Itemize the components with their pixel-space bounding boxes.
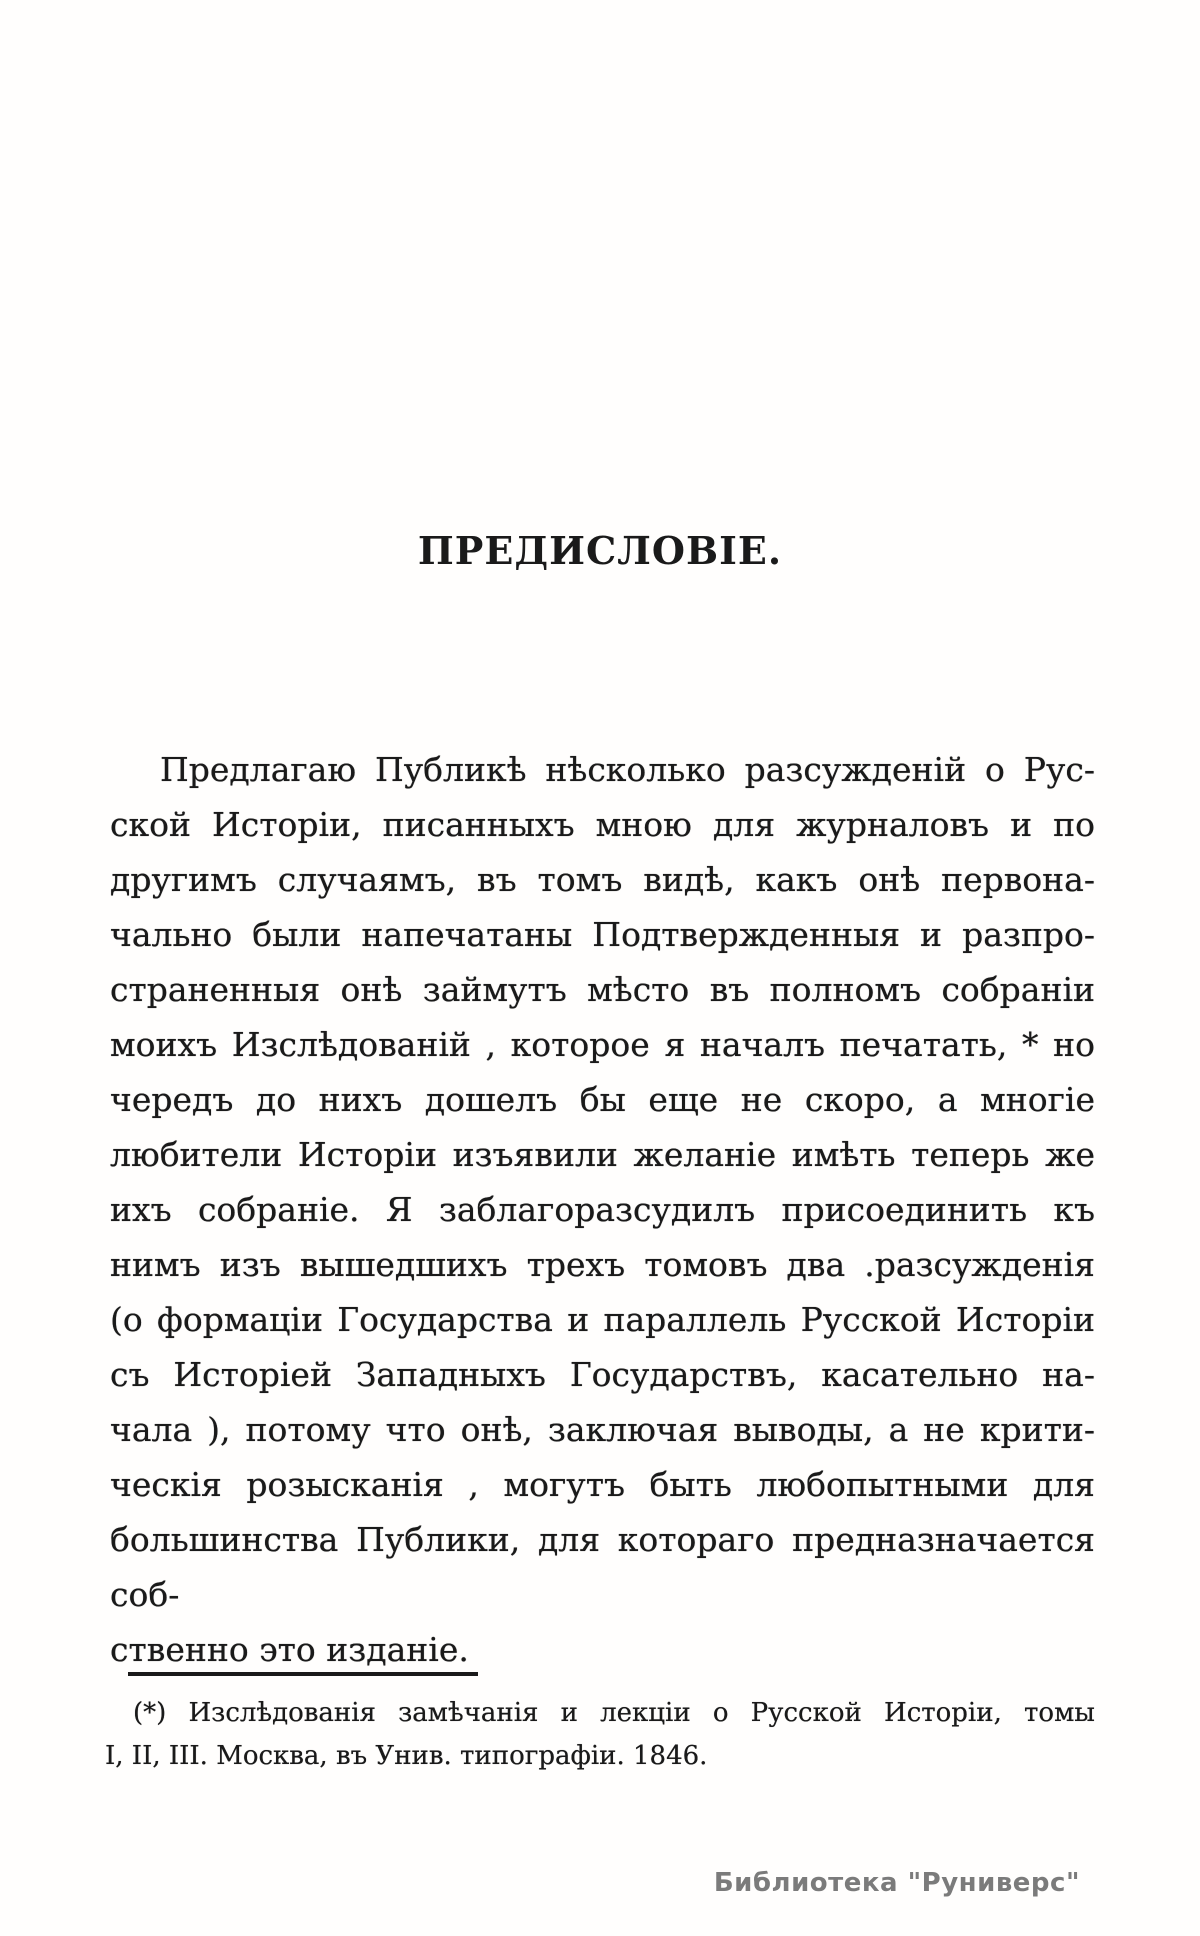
body-line: чала ), потому что онѣ, заключая выводы, а не крити- <box>110 1410 1095 1449</box>
footnote-divider <box>128 1672 478 1676</box>
body-line: (о формаціи Государства и параллель Русской Исторіи <box>110 1300 1095 1339</box>
body-line: съ Исторіей Западныхъ Государствъ, касательно на- <box>110 1355 1095 1394</box>
body-line: любители Исторіи изъявили желаніе имѣть теперь же <box>110 1135 1095 1174</box>
body-line: чально были напечатаны Подтвержденныя и разпро- <box>110 915 1095 954</box>
footnote-line: (*) Изслѣдованія замѣчанія и лекціи о Русской Исторіи, томы <box>133 1698 1095 1728</box>
body-line: чередъ до нихъ дошелъ бы еще не скоро, а многіе <box>110 1080 1095 1119</box>
body-line: Предлагаю Публикѣ нѣсколько разсужденій о Рус- <box>160 750 1095 789</box>
body-line: другимъ случаямъ, въ томъ видѣ, какъ онѣ первона- <box>110 860 1095 899</box>
body-line: ческія розысканія , могутъ быть любопытными для <box>110 1465 1095 1504</box>
body-line: ственно это изданіе. <box>110 1630 469 1669</box>
library-watermark: Библиотека "Руниверс" <box>713 1868 1080 1898</box>
body-line: нимъ изъ вышедшихъ трехъ томовъ два .разсужденія <box>110 1245 1095 1284</box>
body-line: ской Исторіи, писанныхъ мною для журналовъ и по <box>110 805 1095 844</box>
page-title: ПРЕДИСЛОВІЕ. <box>417 528 783 573</box>
body-line: большинства Публики, для котораго предназначается соб- <box>110 1520 1095 1614</box>
preface-paragraph <box>110 742 1095 1677</box>
footnote <box>105 1692 1095 1778</box>
footnote-line: I, II, III. Москва, въ Унив. типографіи. 1846. <box>105 1741 708 1771</box>
body-line: страненныя онѣ займутъ мѣсто въ полномъ собраніи <box>110 970 1095 1009</box>
body-line: ихъ собраніе. Я заблагоразсудилъ присоединить къ <box>110 1190 1095 1229</box>
body-line: моихъ Изслѣдованій , которое я началъ печатать, * но <box>110 1025 1095 1064</box>
